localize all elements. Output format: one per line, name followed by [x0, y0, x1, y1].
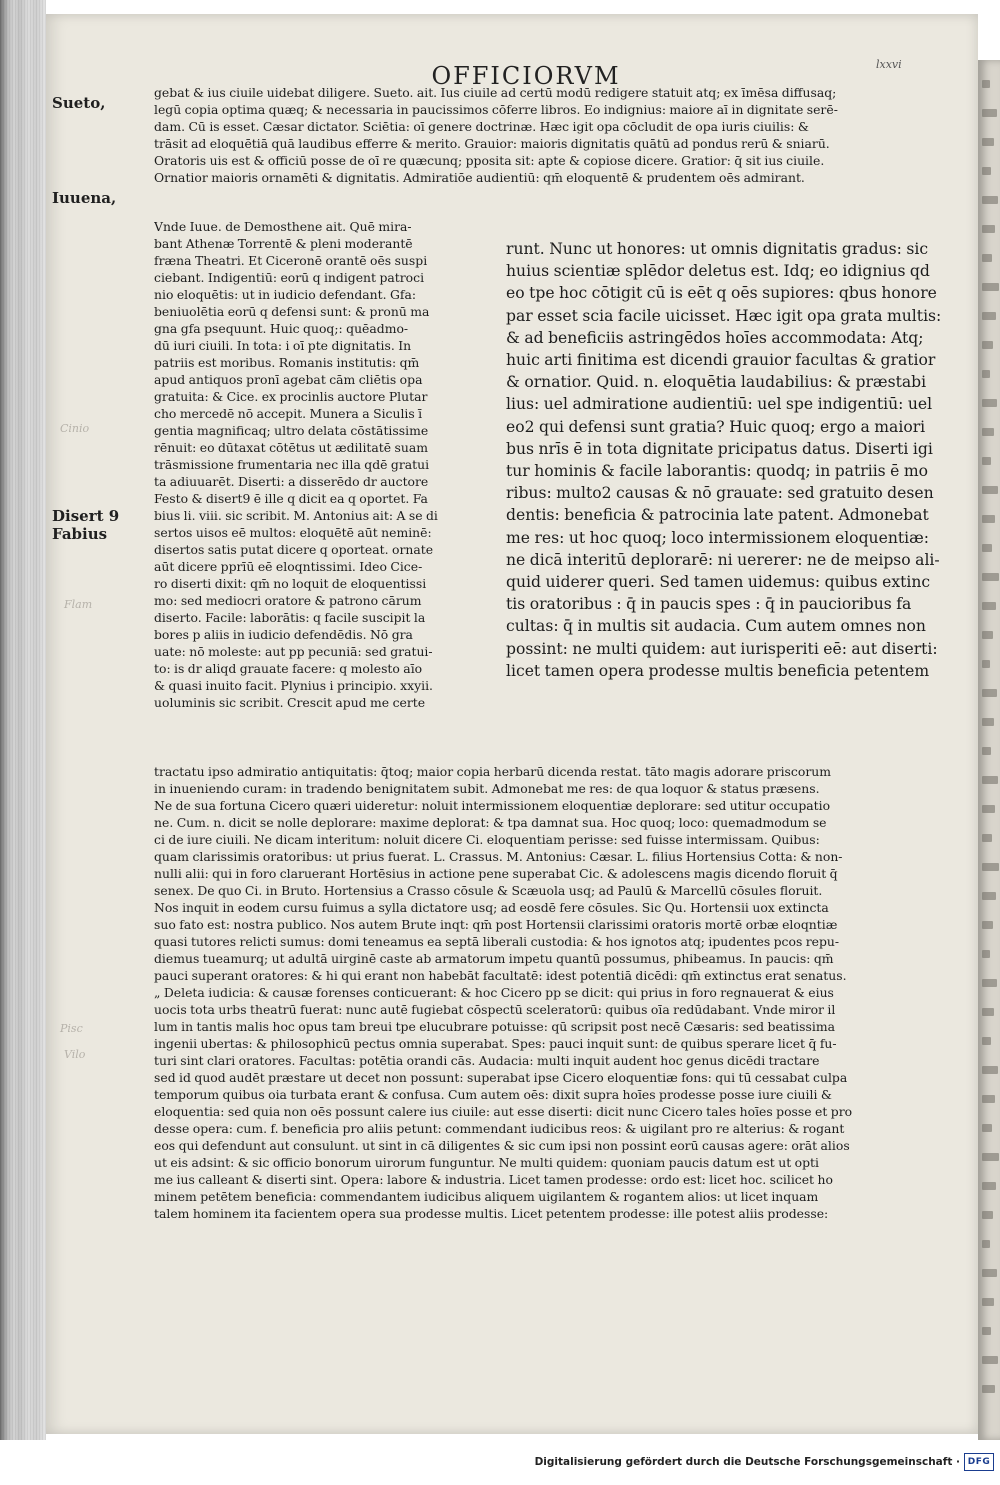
main-text-line: lius: uel admiratione audientiū: uel spe indigentiū: uel: [506, 395, 933, 414]
commentary-line: minem petētem beneficia: commendantem iudicibus aliquem uigilantem & rogantem alios: ut licet inquam: [154, 1189, 819, 1204]
commentary-line: to: is dr aliqd grauate facere: q molesto aīo: [154, 661, 423, 676]
facing-page-text-fragment: [982, 457, 991, 465]
facing-page-text-fragment: [982, 921, 993, 929]
commentary-line: gebat & ius ciuile uidebat diligere. Sueto. ait. Ius ciuile ad certū modū redigere statuit atq; ex īmēsa diffusaq;: [154, 85, 837, 100]
facing-page-text-fragment: [982, 1240, 990, 1248]
book-page-edges: [0, 0, 46, 1440]
facing-page-text-fragment: [982, 167, 991, 175]
commentary-line: ro diserti dixit: qm̄ no loquit de eloquentissi: [154, 576, 427, 591]
commentary-line: legū copia optima quæq; & necessaria in paucissimos cōferre libros. Eo indignius: maiore aī in dignitate serē-: [154, 102, 838, 117]
facing-page-text-fragment: [982, 428, 994, 436]
facing-page-text-fragment: [982, 805, 995, 813]
commentary-line: eloquentia: sed quia non oēs possunt calere ius ciuile: aut esse diserti: dicit nunc Cicero tales hoīes posse et pro: [154, 1104, 853, 1119]
facing-page-text-fragment: [982, 544, 992, 552]
commentary-line: gna gfa psequunt. Huic quoq;: quēadmo-: [154, 321, 409, 336]
commentary-line: trāsit ad eloquētiā quā laudibus efferre & merito. Grauior: maioris dignitatis quātū ad pondus rerū & sniarū.: [154, 136, 830, 151]
running-head: OFFICIORVM: [431, 62, 621, 90]
facing-page-text-fragment: [982, 399, 997, 407]
bleed-through-note: Flam: [64, 598, 93, 611]
main-text-line: & ad beneficiis astringēdos hoīes accommodata: Atq;: [506, 328, 924, 347]
facing-page-text-fragment: [982, 1037, 991, 1045]
facing-page-text-fragment: [982, 1327, 991, 1335]
facing-page-text-fragment: [982, 1269, 997, 1277]
main-text-line: dentis: beneficia & patrocinia late patent. Admonebat: [506, 506, 929, 525]
commentary-line: cho mercedē nō accepit. Munera a Siculis ī: [154, 406, 423, 421]
facing-page-text-fragment: [982, 1298, 994, 1306]
facing-page-text-fragment: [982, 573, 999, 581]
commentary-line: tractatu ipso admiratio antiquitatis: q̄toq; maior copia herbarū dicenda restat. tāto magis adorare priscorum: [154, 764, 831, 779]
commentary-line: suo fato est: nostra publico. Nos autem Brute inqt: qm̄ post Hortensii clarissimi oratoris mortē orbæ eloqntiæ: [154, 917, 838, 932]
folio-number: lxxvi: [876, 58, 902, 71]
facing-page-text-fragment: [982, 341, 993, 349]
commentary-line: gentia magnificaq; ultro delata cōstātissime: [154, 423, 429, 438]
commentary-line: in inueniendo curam: in tradendo benignitatem subit. Admonebat me res: de qua loquor & status præsens.: [154, 781, 820, 796]
facing-page-text-fragment: [982, 1153, 999, 1161]
commentary-line: lum in tantis malis hoc opus tam breui tpe elucubrare potuisse: qū scripsit post necē Cæsaris: sed beatissima: [154, 1019, 835, 1034]
main-text-line: licet tamen opera prodesse multis beneficia petentem: [506, 661, 930, 680]
commentary-line: uocis tota urbs theatrū fuerat: nunc autē fugiebat cōspectū sceleratorū: quibus oīa redūdabant. Vnde miror il: [154, 1002, 836, 1017]
facing-page-text-fragment: [982, 950, 990, 958]
commentary-line: bores p aliis in iudicio defendēdis. Nō gra: [154, 627, 413, 642]
commentary-line: Nos inquit in eodem cursu fuimus a sylla dictatore usq; ad eosdē fere cōsules. Sic Qu. Hortensii uox extincta: [154, 900, 829, 915]
main-text-line: huius scientiæ splēdor deletus est. Idq; eo idignius qd: [506, 262, 930, 281]
commentary-line: uate: nō moleste: aut pp pecuniā: sed gratui-: [154, 644, 433, 659]
margin-note-iuuenalis: Iuuena,: [52, 189, 117, 207]
commentary-line: temporum quibus oia turbata erant & confusa. Cum autem oēs: dixit supra hoīes prodesse posse iure ciuili &: [154, 1087, 832, 1102]
commentary-bottom-block: [154, 763, 960, 1222]
facing-page-edge: [978, 60, 1000, 1440]
main-text-column: [506, 238, 960, 682]
facing-page-text-fragment: [982, 718, 994, 726]
commentary-line: disertos satis putat dicere q oporteat. ornate: [154, 542, 434, 557]
commentary-line: uoluminis sic scribit. Crescit apud me certe: [154, 695, 426, 710]
facing-page-text-fragment: [982, 1066, 998, 1074]
commentary-line: diserto. Facile: laborātis: q facile suscipit la: [154, 610, 426, 625]
commentary-line: ingenii ubertas: & philosophicū pectus omnia superabat. Spes: pauci inquit sunt: de quibus sperare licet q̄ fu-: [154, 1036, 837, 1051]
facing-page-text-fragment: [982, 892, 996, 900]
commentary-line: desse opera: cum. f. beneficia pro aliis petunt: commendant iudicibus reos: & uigilant pro re alterius: & rogant: [154, 1121, 845, 1136]
commentary-line: eos qui defendunt aut consulunt. ut sint in cā diligentes & sic cum ipsi non possint eorū causas agere: orāt alios: [154, 1138, 850, 1153]
facing-page-text-fragment: [982, 747, 991, 755]
commentary-line: quasi tutores relicti sumus: domi teneamus ea septā liberali custodia: & hos ignotos atq; ipudentes pcos repu-: [154, 934, 840, 949]
facing-page-text-fragment: [982, 1008, 994, 1016]
facing-page-text-fragment: [982, 689, 997, 697]
main-text-line: eo tpe hoc cōtigit cū is eēt q oēs supiores: qbus honore: [506, 284, 937, 303]
commentary-line: beniuolētia eorū q defensi sunt: & pronū ma: [154, 304, 430, 319]
main-text-line: possint: ne multi quidem: aut iurisperiti eē: aut diserti:: [506, 639, 938, 658]
commentary-line: mo: sed mediocri oratore & patrono cārum: [154, 593, 422, 608]
facing-page-text-fragment: [982, 138, 994, 146]
main-text-line: ribus: multo2 causas & nō grauate: sed gratuito desen: [506, 484, 934, 503]
commentary-line: bius li. viii. sic scribit. M. Antonius ait: A se di: [154, 508, 438, 523]
commentary-line: ut eis adsint: & sic officio bonorum uirorum funguntur. Ne multi quidem: quoniam paucis datum est ut opti: [154, 1155, 819, 1170]
commentary-line: rēnuit: eo dūtaxat cōtētus ut ædilitatē suam: [154, 440, 428, 455]
commentary-line: Ornatior maioris ornamēti & dignitatis. Admiratiōe audientiū: qm̄ eloquentē & prudentem oēs admirant.: [154, 170, 805, 185]
main-text-line: bus nrīs ē in tota dignitate pricipatus datus. Diserti igi: [506, 439, 933, 458]
commentary-line: me ius calleant & diserti sint. Opera: labore & industria. Licet tamen prodesse: ordo est: licet hoc. scilicet ho: [154, 1172, 833, 1187]
facing-page-text-fragment: [982, 631, 993, 639]
commentary-line: sertos uisos eē multos: eloquētē aūt neminē:: [154, 525, 432, 540]
facing-page-text-fragment: [982, 370, 990, 378]
commentary-line: nio eloquētis: ut in iudicio defendant. Gfa:: [154, 287, 417, 302]
margin-note-fabius: Fabius: [52, 525, 108, 543]
main-text-line: me res: ut hoc quoq; loco intermissionem eloquentiæ:: [506, 528, 930, 547]
commentary-line: patriis est moribus. Romanis institutis: qm̄: [154, 355, 420, 370]
commentary-line: Festo & disert9 ē ille q dicit ea q oportet. Fa: [154, 491, 428, 506]
commentary-line: „ Deleta iudicia: & causæ forenses conticuerant: & hoc Cicero pp se dicit: qui prius in foro regnauerat & eius: [154, 985, 834, 1000]
commentary-line: talem hominem ita facientem opera sua prodesse multis. Licet petentem prodesse: ille potest aliis prodesse:: [154, 1206, 829, 1221]
bleed-through-note: Vilo: [64, 1048, 86, 1061]
main-text-line: huic arti finitima est dicendi grauior facultas & gratior: [506, 351, 936, 370]
commentary-top-block: [154, 84, 960, 186]
commentary-left-column: [154, 218, 494, 711]
facing-page-text-fragment: [982, 776, 998, 784]
facing-page-text-fragment: [982, 109, 997, 117]
facing-page-text-fragment: [982, 225, 995, 233]
main-text-line: eo2 qui defensi sunt gratia? Huic quoq; ergo a maiori: [506, 417, 926, 436]
digitization-footer: [0, 1440, 1000, 1485]
main-text-line: tis oratoribus : q̄ in paucis spes : q̄ in paucioribus fa: [506, 595, 912, 614]
facing-page-text-fragment: [982, 1211, 993, 1219]
commentary-line: Vnde Iuue. de Demosthene ait. Quē mira-: [154, 219, 412, 234]
facing-page-text-fragment: [982, 486, 998, 494]
bleed-through-note: Cinio: [60, 422, 90, 435]
commentary-line: apud antiquos pronī agebat cām cliētis opa: [154, 372, 423, 387]
commentary-line: senex. De quo Ci. in Bruto. Hortensius a Crasso cōsule & Scæuola usq; ad Paulū & Marcellū cōsules floruit.: [154, 883, 823, 898]
facing-page-text-fragment: [982, 196, 998, 204]
commentary-line: ci de iure ciuili. Ne dicam interitum: noluit dicere Ci. eloquentiam perisse: sed fuisse intermissam. Quibus:: [154, 832, 820, 847]
main-text-line: quid uiderer queri. Sed tamen uidemus: quibus extinc: [506, 573, 931, 592]
commentary-line: sed id quod audēt præstare ut decet non possunt: superabat ipse Cicero eloquentiæ fons: qui tū cessabat culpa: [154, 1070, 848, 1085]
commentary-line: diemus tueamurq; ut adultā uirginē caste ab armatorum impetu quantū possumus, phibeamus. In paucis: qm̄: [154, 951, 834, 966]
commentary-line: turi sint clari oratores. Facultas: potētia orandi cās. Audacia: multi inquit audent hoc genus dicēdi tractare: [154, 1053, 820, 1068]
commentary-line: dū iuri ciuili. In tota: i oī pte dignitatis. In: [154, 338, 412, 353]
main-text-line: cultas: q̄ in multis sit audacia. Cum autem omnes non: [506, 617, 926, 636]
commentary-line: ta adiuuarēt. Diserti: a disserēdo dr auctore: [154, 474, 429, 489]
facing-page-text-fragment: [982, 283, 999, 291]
main-text-line: tur hominis & facile laborantis: quodq; in patriis ē mo: [506, 462, 928, 481]
facing-page-text-fragment: [982, 1385, 995, 1393]
main-text-line: runt. Nunc ut honores: ut omnis dignitatis gradus: sic: [506, 240, 929, 258]
funding-credit: Digitalisierung gefördert durch die Deutsche Forschungsgemeinschaft ·: [534, 1456, 960, 1468]
facing-page-text-fragment: [982, 1124, 992, 1132]
margin-note-disertus: Disert 9: [52, 507, 120, 525]
facing-page-text-fragment: [982, 312, 996, 320]
commentary-line: aūt dicere pprīū eē eloqntissimi. Ideo Cice-: [154, 559, 423, 574]
commentary-line: nulli alii: qui in foro claruerant Hortēsius in actione pene superabat Cic. & adolescens magis dicendo floruit q̄: [154, 866, 838, 881]
commentary-line: ne. Cum. n. dicit se nolle deplorare: maxime deplorat: & tpa damnat sua. Hoc quoq; loco: quemadmodum se: [154, 815, 827, 830]
facing-page-text-fragment: [982, 1095, 995, 1103]
commentary-line: Oratoris uis est & officiū posse de oī re quæcunq; pposita sit: apte & copiose dicere. Gratior: q̄ sit ius ciuile.: [154, 153, 825, 168]
commentary-line: bant Athenæ Torrentē & pleni moderantē: [154, 236, 413, 251]
facing-page-text-fragment: [982, 1356, 998, 1364]
main-text-line: par esset scia facile uicisset. Hæc igit opa grata multis:: [506, 306, 942, 325]
facing-page-text-fragment: [982, 834, 992, 842]
commentary-line: dam. Cū is esset. Cæsar dictator. Sciētia: oī genere doctrinæ. Hæc igit opa cōcludit de opa iuris ciuilis: &: [154, 119, 809, 134]
facing-page-text-fragment: [982, 515, 995, 523]
facing-page-text-fragment: [982, 863, 999, 871]
facing-page-text-fragment: [982, 80, 990, 88]
facing-page-text-fragment: [982, 602, 996, 610]
commentary-line: ciebant. Indigentiū: eorū q indigent patroci: [154, 270, 425, 285]
commentary-line: gratuita: & Cice. ex procinlis auctore Plutar: [154, 389, 428, 404]
facing-page-text-fragment: [982, 979, 997, 987]
commentary-line: Ne de sua fortuna Cicero quæri uideretur: noluit intermissionem eloquentiæ deplorare: sed utitur occupatio: [154, 798, 831, 813]
commentary-line: quam clarissimis oratoribus: ut prius fuerat. L. Crassus. M. Antonius: Cæsar. L. filius Hortensius Cotta: & non-: [154, 849, 843, 864]
margin-note-sueto: Sueto,: [52, 94, 106, 112]
commentary-line: fræna Theatri. Et Ciceronē orantē oēs suspi: [154, 253, 428, 268]
facing-page-text-fragment: [982, 254, 992, 262]
commentary-line: & quasi inuito facit. Plynius i principio. xxyii.: [154, 678, 433, 693]
main-text-line: ne dicā interitū deplorarē: ni uererer: ne de meipso ali-: [506, 550, 940, 569]
main-text-line: & ornatior. Quid. n. eloquētia laudabilius: & præstabi: [506, 373, 927, 392]
commentary-line: pauci superant oratores: & hi qui erant non habebāt facultatē: idest potentiā dicēdi: qm̄ extinctus erat senatus.: [154, 968, 847, 983]
facing-page-text-fragment: [982, 1182, 996, 1190]
dfg-logo: DFG: [964, 1453, 994, 1471]
commentary-line: trāsmissione frumentaria nec illa qdē gratui: [154, 457, 430, 472]
facing-page-text-fragment: [982, 660, 990, 668]
bleed-through-note: Pisc: [60, 1022, 83, 1035]
